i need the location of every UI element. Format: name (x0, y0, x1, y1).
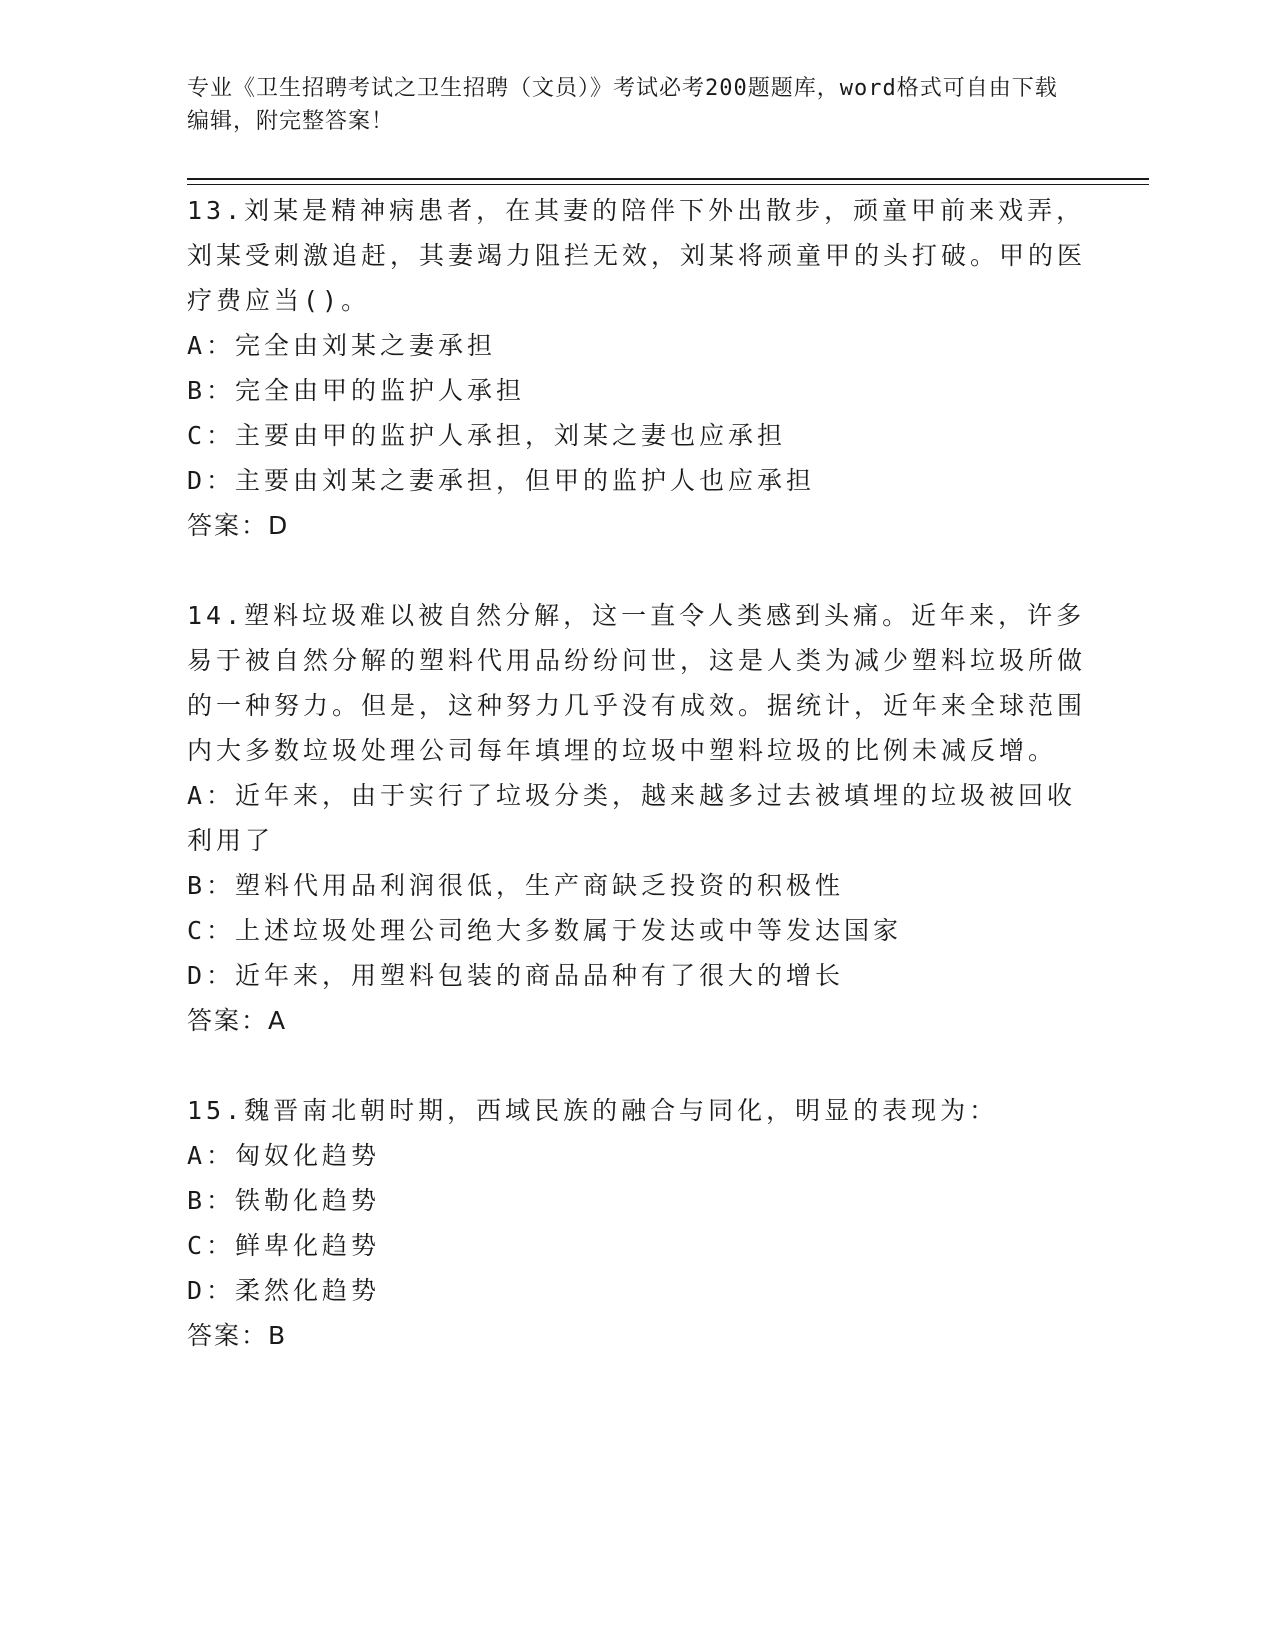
question-14 (187, 593, 1087, 1043)
answer-line: 答案：B (187, 1321, 288, 1350)
option-a: A：匈奴化趋势 (187, 1141, 381, 1170)
question-15 (187, 1088, 1087, 1358)
header-divider-thin (187, 184, 1149, 185)
option-c: C：主要由甲的监护人承担，刘某之妻也应承担 (187, 421, 787, 450)
option-c: C：上述垃圾处理公司绝大多数属于发达或中等发达国家 (187, 916, 903, 945)
question-list (187, 188, 1087, 1358)
option-b: B：铁勒化趋势 (187, 1186, 381, 1215)
option-b: B：完全由甲的监护人承担 (187, 376, 526, 405)
answer-line: 答案：A (187, 1006, 288, 1035)
answer-line: 答案：D (187, 511, 290, 540)
option-a: A：完全由刘某之妻承担 (187, 331, 497, 360)
question-stem: 15.魏晋南北朝时期，西域民族的融合与同化，明显的表现为： (187, 1096, 999, 1125)
option-d: D：柔然化趋势 (187, 1276, 381, 1305)
question-spacer (187, 548, 1087, 593)
question-stem: 13.刘某是精神病患者，在其妻的陪伴下外出散步，顽童甲前来戏弄，刘某受刺激追赶，其妻竭力阻拦无效，刘某将顽童甲的头打破。甲的医疗费应当()。 (187, 196, 1087, 315)
question-stem: 14.塑料垃圾难以被自然分解，这一直令人类感到头痛。近年来，许多易于被自然分解的塑料代用品纷纷问世，这是人类为减少塑料垃圾所做的一种努力。但是，这种努力几乎没有成效。据统计，近年来全球范围内大多数垃圾处理公司每年填埋的垃圾中塑料垃圾的比例未减反增。 (187, 601, 1087, 765)
option-d: D：主要由刘某之妻承担，但甲的监护人也应承担 (187, 466, 816, 495)
option-b: B：塑料代用品利润很低，生产商缺乏投资的积极性 (187, 871, 845, 900)
question-spacer (187, 1043, 1087, 1088)
header-divider-thick (187, 178, 1149, 180)
document-header: 专业《卫生招聘考试之卫生招聘（文员）》考试必考200题题库，word格式可自由下载编辑，附完整答案！ (187, 76, 1058, 134)
option-c: C：鲜卑化趋势 (187, 1231, 381, 1260)
option-a: A：近年来，由于实行了垃圾分类，越来越多过去被填埋的垃圾被回收利用了 (187, 781, 1077, 855)
option-d: D：近年来，用塑料包装的商品品种有了很大的增长 (187, 961, 845, 990)
question-13 (187, 188, 1087, 548)
